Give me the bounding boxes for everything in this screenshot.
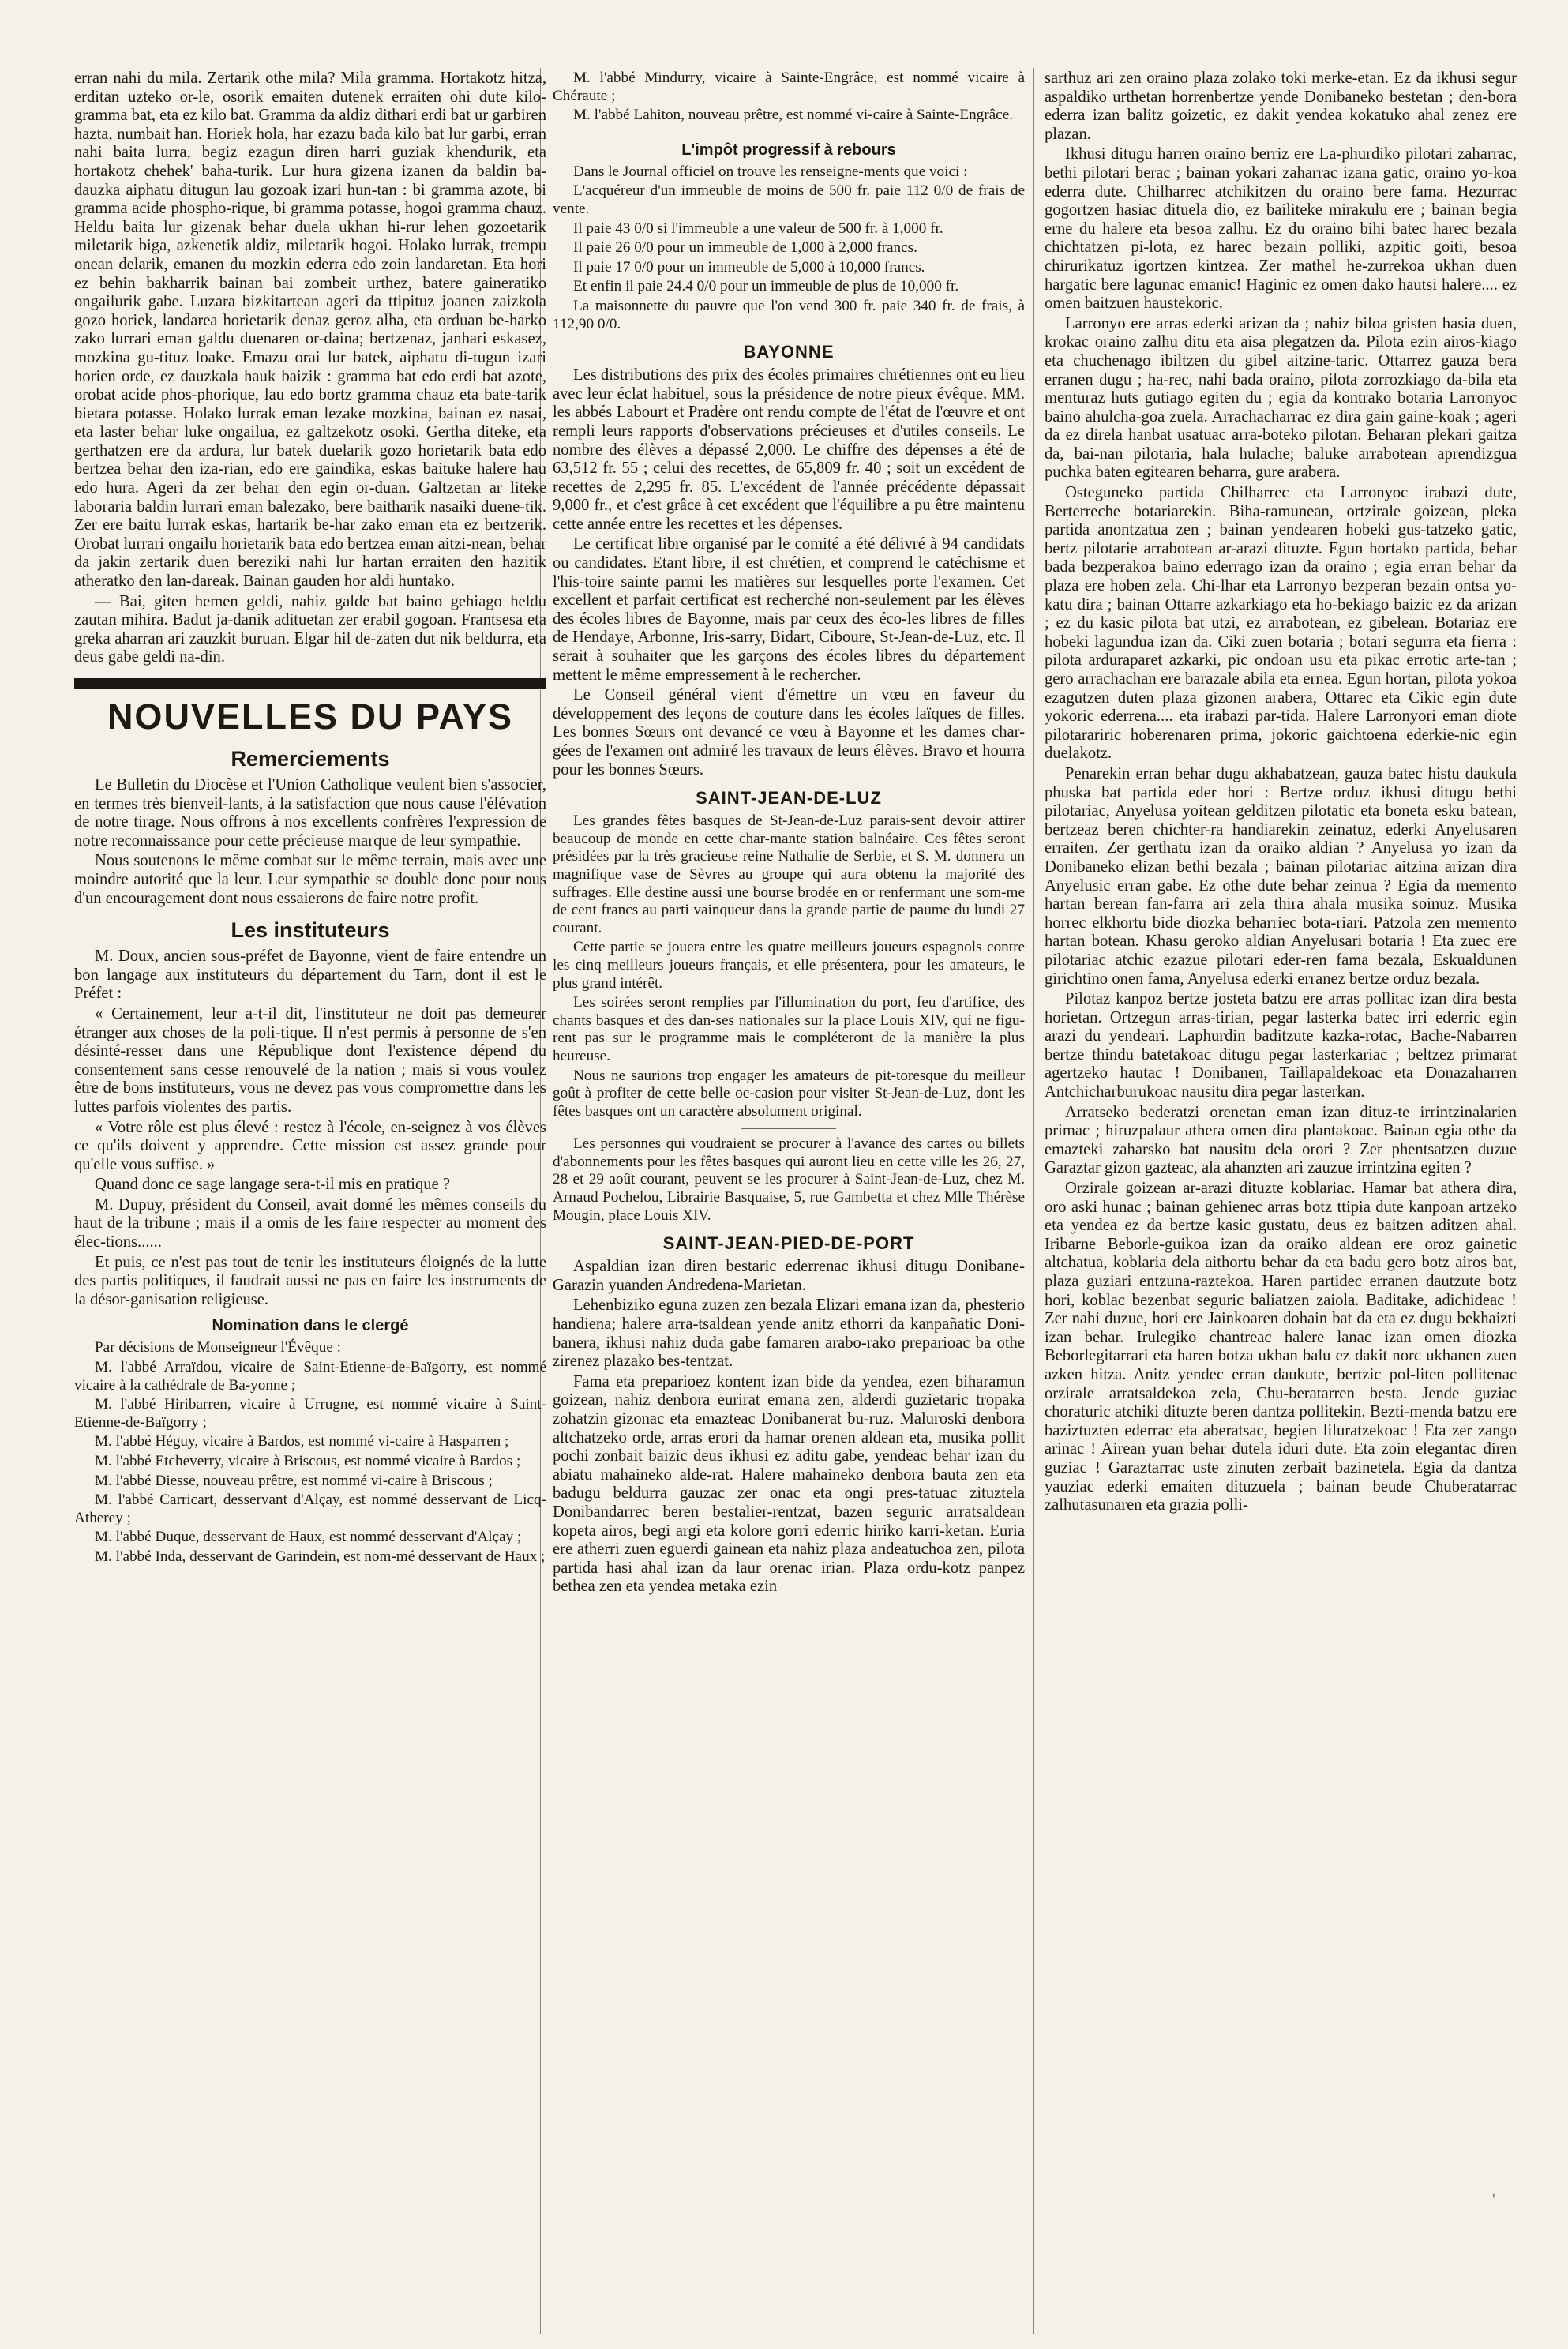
article-heading: Nomination dans le clergé: [212, 1317, 409, 1335]
paragraph: Osteguneko partida Chilharrec eta Larronyoc irabazi dute, Berterreche botariarekin. Biha-ramunean, ortzirale goizean, pleka partida anontzatua zen ; bainan yendearen hobeki gus-tatzeko gatic, bertz pilotarie arrabotean ar-arazi dituzte. Egun hortako partida, behar bada bezperakoa baino ederrago izan da oraino ; egia erran behar da plaza ere hoben zela. Chi-lhar eta Larronyo bezperan bezain ontsa yo-katu dira ; bainan Ottarre azkarkiago eta ho-bekiago baizic ez da arizan ; ez du kasic pilota bat utzi, ez arrabotean, ez gibelean. Botariaz ere hobeki lagundua izan da. Ciki zuen botaria ; botari segurra eta fierra : pilota arduraparet azkarki, pic ondoan usu eta pikac errotic arte-tan ; gero arrachachan ere barazale abila eta ernea. Egun hortan, pilota yokoa ezagutzen duten plaza gizonen arabera, Ottarec eta Cikic egin dute yokoric ederrena.... eta irabazi par-tida. Halere Larronyori eman diote pilotarariric hoberenaren prima, jokoric gaichtoena ederkie-nic egin duelakotz.: [1045, 484, 1517, 763]
paragraph: « Certainement, leur a-t-il dit, l'instituteur ne doit pas demeurer étranger aux choses de la poli-tique. Il n'est permis à personne de s'en désinté-resser dans une République dont l'existence dépend du consentement sans cesse renouvelé de la nation ; mais si vous voulez être de bons instituteurs, vous ne devez pas vous compromettre dans les luttes parfois violentes des partis.: [74, 1004, 546, 1116]
paragraph: Nous soutenons le même combat sur le même terrain, mais avec une moindre autorité que la leur. Leur sympathie se double donc pour nous d'un encouragement dont nous essaierons de faire notre profit.: [74, 852, 546, 907]
paragraph: M. l'abbé Lahiton, nouveau prêtre, est nommé vi-caire à Sainte-Engrâce.: [573, 107, 1014, 124]
paragraph: Il paie 43 0/0 si l'immeuble a une valeur de 500 fr. à 1,000 fr.: [573, 220, 943, 237]
paragraph: Cette partie se jouera entre les quatre meilleurs joueurs espagnols contre les cinq meilleurs joueurs français, et elle présentera, pour les amateurs, le plus grand intérêt.: [553, 939, 1025, 992]
paragraph: Les soirées seront remplies par l'illumination du port, feu d'artifice, des chants basques et des dan-ses nationales sur la place Louis XIV, qui ne figu-rent pas sur le programme mais le compléteront de la manière la plus heureuse.: [553, 994, 1025, 1064]
paragraph: Pilotaz kanpoz bertze josteta batzu ere arras pollitac izan dira besta horietan. Ortzegun arras-tirian, pegar lasterka batec irri ederric egin arazi du yendeari. Laphurdin baditzute kazka-rotac, Bache-Nabarren bertze thindu batetakoac ditugu pegar lasterkariac ; beltzez primarat agertzeko hautac ! Donibanen, Taillapaldekoac eta Donazaharren Antchicharburukoac nausitu dira pegar lasterkan.: [1045, 990, 1517, 1101]
paragraph: M. l'abbé Carricart, desservant d'Alçay, est nommé desservant de Licq-Atherey ;: [74, 1492, 546, 1526]
column-3: [1045, 69, 1517, 2328]
article-heading: Remerciements: [231, 747, 390, 771]
paragraph: Nous ne saurions trop engager les amateurs de pit-toresque du meilleur goût à profiter de cette belle oc-casion pour visiter St-Jean-de-Luz, dont les fêtes basques ont un caractère absolument original.: [553, 1067, 1025, 1120]
paragraph: M. l'abbé Etcheverry, vicaire à Briscous, est nommé vicaire à Bardos ;: [95, 1453, 521, 1469]
section-rule: [74, 678, 546, 689]
paragraph: Les distributions des prix des écoles primaires chrétiennes ont eu lieu avec leur éclat habituel, sous la présidence de notre pieux évêque. MM. les abbés Labourt et Pradère ont rendu compte de l'état de l'œuvre et ont rempli leurs rapports d'observations précieuses et d'utiles conseils. Le nombre des élèves a dépassé 2,000. Le chiffre des dépenses a été de 63,512 fr. 55 ; celui des recettes, de 65,809 fr. 40 ; soit un excédent de recettes de 2,295 fr. 85. L'excédent de l'année précédente dépassait 9,000 fr., et c'est grâce à cet excédent que l'équilibre a pu être maintenu cette année entre les recettes et les dépenses.: [553, 366, 1025, 533]
paragraph: Aspaldian izan diren bestaric ederrenac ikhusi ditugu Donibane-Garazin yuanden Andredena-Marietan.: [553, 1258, 1025, 1294]
paragraph: Les personnes qui voudraient se procurer à l'avance des cartes ou billets d'abonnements pour les fêtes basques qui auront lieu en cette ville les 26, 27, 28 et 29 août courant, peuvent se les procurer à Saint-Jean-de-Luz, chez M. Arnaud Pochelou, Librairie Basquaise, 5, rue Gambetta et chez Mlle Thérèse Mougin, place Louis XIV.: [553, 1135, 1025, 1224]
article-heading: Les instituteurs: [231, 918, 390, 943]
article-heading: SAINT-JEAN-DE-LUZ: [696, 788, 882, 809]
paragraph: M. l'abbé Hiribarren, vicaire à Urrugne, est nommé vicaire à Saint-Etienne-de-Baïgorry ;: [74, 1396, 546, 1431]
paragraph: Penarekin erran behar dugu akhabatzean, gauza batec histu daukula phuska bat partida eder hori : Bertze orduz ikhusi ditugu bethi pilotariac, Anyelusa yoitean gelditzen pilotatic eta boneta esku batean, bertzeaz beren chichter-ra handiarekin zeinatuz, ederki Anyelusaren erraiten. Zer gerthatu izan da oraiko aldian ? Anyelusa yo izan da Donibaneko elizan bethi bezala ; bainan pilotariac aitzina arizan dira Anyelusic erran gabe. Ez othe dute behar zeinua ? Egia da memento hartan berean fan-farra ari zela thira ahala musika soinuz. Musika horrec elkhortu bide diozka beharriec bota-riari. Patzola zen memento hartan botean. Khasu geroko aldian Anyelusari botaria ! Eta zuec ere pilotariac atchic ezazue pilotari eder-ren fama bezala, Eskualdunen girichtino onen fama, Anyelusa ederki erranez bertze orduz bezala.: [1045, 764, 1517, 988]
paragraph: erran nahi du mila. Zertarik othe mila? Mila gramma. Hortakotz hitza, erditan uzteko or-le, osorik emaiten dutenek erraiten ohi dute kilo-gramma bat, eta ez kilo bat. Gramma da aldiz dithari erdi bat ur garbiren hazta, numbait han. Horiek hola, har ezazu bada kilo bat lur garbi, erran nahi baita lurra, begiz ezagun diren harri guziak khendurik, eta hortakotz chehek' baha-turik. Lur hura gizena izanen da baldin ba-dauzka aiphatu ditugun lau gozoak izari hun-tan : bi gramma azote, bi gramma acide phospho-rique, bi gramma potasse, hogoi gramma chauz. Heldu baita lur gizenak behar duela ukhan hi-rur lehen gozoetarik miletarik biga, azkenetik aldiz, miletarik hogoi. Holako lurrak, trempu onean delarik, emanen du mozkin ederra edo zoin landaretan. Eta hori ez behin bakharrik bainan bai zombeit urthez, batere gaineratiko ongailurik gabe. Luzara bizkitartean ageri da ttipituz joanen zaizkola gozo horiek, landarea horietarik denaz geroz alha, eta orduan be-harko zako lurrari eman galdu duenaren or-daina; bertzenaz, janhari eskasez, mozkina gu-tituz loake. Emazu orai lur batek, aiphatu di-tugun izari horien orde, ez dauzkala hauk baizik : gramma bat edo erdi bat azote, orobat acide phos-phorique, lau edo bortz gramma chauz eta bate-tarik bietara potasse. Holako lurrak eman lezake mozkina, bainan ez nasai, eta laster behar luke ongailua, ez galtzekotz osoki. Gertha diteke, eta gerthatzen ere da ardura, lur batek duelarik gozo horietarik bata edo bertzea behar den iza-rian, edo ere gaindika, eskas baituke halere hau edo hura. Ageri da zer behar den egin or-duan. Galtzetan ar liteke laboraria baldin lurrari eman balezako, bere baitharik nasaiki duene-tik. Zer ere baitu lurrak eskas, hartarik be-har zako eman eta ez bertzerik. Orobat lurrari ongailu horietarik bata edo bertzea eman aitzi-nean, behar da jakin zertarik duen bereziki nahi lur hartan erraiten den hazitik atheratko den lan-dareak. Bainan gauden hor aldi huntako.: [74, 69, 546, 591]
paragraph: Orzirale goizean ar-arazi dituzte koblariac. Hamar bat athera dira, oro aski hunac ; bainan gehienec arras botz ttipia dute kanpoan artzeko eta yendea ez da bertze kasic gustatu, deus ez baitzen aditzen ahal. Iribarne Beborle-guikoa izan da oraiko aldean ere oroz gainetic altchatua, koblaria dela aithortu behar da eta badu gero botz airos bat, plaza guziari entzuna-raztekoa. Haren partidec erranen dautzute botz hori, koblac bezenbat seguric baliatzen zaiola. Baditake, adichideac ! Zer nahi duzue, hori ere Jainkoaren dohain bat da eta ez dugu bekhaizti izan behar. Irulegiko chantreac halere lanac izan omen diozka Beborlegitarrari eta haren botza ukhan balu ez dakit norc ukhanen zuen azken hitza. Anitz yendec erran daukute, bertzic pol-liten pollitenac orzirale arratsaldekoa zela, Chu-beratarren besta. Jende guziac choraturic atchiki dituzte beren dantza pollitekin. Bezti-menda batzu ere baziztuzten ederrac eta aberatsac, begien liluratzekoac ! Eta zer zango arinac ! Airean yuan behar dutela iduri dute. Eta zoin elegantac diren guziac ! Garaztarrac uste zinuten zerbait bazinetela. Egia da dantza yauziac ederki emaiten dituzuela ; bainan beude Chuberatarrac zalhutasunaren eta grazia polli-: [1045, 1180, 1517, 1514]
paragraph: sarthuz ari zen oraino plaza zolako toki merke-etan. Ez da ikhusi segur aspaldiko urthetan horrenbertze yende Donibaneko bestetan ; den-bora ederra izan balitz goizetic, ez dakit yendea kokatuko ahal zenez ere plazan.: [1045, 69, 1517, 143]
paragraph: Arratseko bederatzi orenetan eman izan dituz-te irrintzinalarien primac ; hiruzpalaur athera omen dira plantakoac. Bainan egia othe da emazteki zaharsko bat nausitu dela orori ? Zer phentsatzen duzue Garaztar gizon gazteac, ala ahanzten ari zauzue irrintzina egiten ?: [1045, 1103, 1517, 1177]
column-2: [553, 69, 1025, 2328]
paragraph: M. l'abbé Diesse, nouveau prêtre, est nommé vi-caire à Briscous ;: [95, 1472, 493, 1489]
divider: [741, 1128, 836, 1129]
article-heading: BAYONNE: [743, 342, 835, 362]
paragraph: M. Dupuy, président du Conseil, avait donné les mêmes conseils du haut de la tribune ; mais il a omis de les faire respecter au moment des élec-tions......: [74, 1195, 546, 1251]
paragraph: Et puis, ce n'est pas tout de tenir les instituteurs éloignés de la lutte des partis politiques, il faudrait aussi ne pas en faire les instruments de la désor-ganisation religieuse.: [74, 1253, 546, 1308]
margin-mark: ': [1492, 2191, 1495, 2208]
paragraph: M. l'abbé Mindurry, vicaire à Sainte-Engrâce, est nommé vicaire à Chéraute ;: [553, 69, 1025, 104]
paragraph: Dans le Journal officiel on trouve les renseigne-ments que voici :: [573, 163, 968, 180]
article-heading: SAINT-JEAN-PIED-DE-PORT: [662, 1233, 915, 1254]
paragraph: M. l'abbé Arraïdou, vicaire de Saint-Etienne-de-Baïgorry, est nommé vicaire à la cathédrale de Ba-yonne ;: [74, 1359, 546, 1394]
paragraph: M. l'abbé Duque, desservant de Haux, est nommé desservant d'Alçay ;: [95, 1529, 522, 1546]
paragraph: Ikhusi ditugu harren oraino berriz ere La-phurdiko pilotari zaharrac, bethi pilotari berac ; bainan yokari zaharrac izana gatic, oraino yo-koa ederra dute. Chilharrec atchikitzen du oraino bere fama. Hezurrac gogortzen hasiac dituela dio, ez bailiteke mirakulu ere ; bainan begia erne du halere eta besoa zalhu. Ez du oraino bihi batec harec bezala chichtatzen pi-lota, ez harec bezain polliki, azpitic goiti, besoa chirurikatuz igortzen kintzea. Zer mathel he-zurrekoa ukhan duen hargatic bere lagunac emanic! Haginic ez omen dako hautsi halere.... ez omen baitzuen haustekoric.: [1045, 145, 1517, 313]
paragraph: Le Bulletin du Diocèse et l'Union Catholique veulent bien s'associer, en termes très bienveil-lants, à la satisfaction que nous cause l'élévation de notre tirage. Nous offrons à nos excellents confrères l'expression de notre reconnaissance pour cette précieuse marque de leur sympathie.: [74, 776, 546, 850]
paragraph: Le Conseil général vient d'émettre un vœu en faveur du développement des leçons de couture dans les écoles laïques de filles. Les bonnes Sœurs ont devancé ce vœu à Bayonne et les dames char-gées de l'examen ont admiré les travaux de leurs élèves. Bravo et hourra pour les bonnes Sœurs.: [553, 686, 1025, 779]
paragraph: Il paie 17 0/0 pour un immeuble de 5,000 à 10,000 francs.: [573, 258, 925, 276]
paragraph: M. l'abbé Héguy, vicaire à Bardos, est nommé vi-caire à Hasparren ;: [95, 1433, 509, 1450]
paragraph: Il paie 26 0/0 pour un immeuble de 1,000 à 2,000 francs.: [573, 239, 917, 257]
paragraph: Par décisions de Monseigneur l'Évêque :: [95, 1339, 341, 1356]
section-heading: NOUVELLES DU PAYS: [107, 696, 514, 737]
paragraph: Fama eta preparioez kontent izan bide da yendea, ezen biharamun goizean, nahiz denbora eurirat emana zen, alderdi guzietaric tropaka zohatzin gizonac eta emazteac Donibanerat bu-ruz. Maluroski denbora altchatzeko orde, arras erori da hamar orenen aldean eta, musika pollit pochi zonbait baizic deus ikhusi ez aditu gabe, yendeac behar izan du abiatu mahaineko alde-rat. Halere mahaineko denbora bauta zen eta badugu beldurra gauzac zer onac eta ongi pres-tatuac zituztela Donibandarrec beren bestalier-rentzat, bazen seguric arratsaldean kopeta airos, begi argi eta kolore gorri ederric hiriko karri-ketan. Euria ere atherri zuen eguerdi gainean eta nahiz plaza andeatuchoa zen, pilota partida hasi ahal izan da laur orenac irian. Plaza ordu-kotz panpez bethea zen eta yendea metaka ezin: [553, 1372, 1025, 1596]
paragraph: M. Doux, ancien sous-préfet de Bayonne, vient de faire entendre un bon langage aux instituteurs du département du Tarn, dont il est le Préfet :: [74, 947, 546, 1003]
paragraph: Quand donc ce sage langage sera-t-il mis en pratique ?: [95, 1176, 451, 1194]
paragraph: Et enfin il paie 24.4 0/0 pour un immeuble de plus de 10,000 fr.: [573, 278, 959, 295]
paragraph: M. l'abbé Inda, desservant de Garindein, est nom-mé desservant de Haux ;: [95, 1548, 546, 1565]
paragraph: Lehenbiziko eguna zuzen zen bezala Elizari emana izan da, phesterio handiena; halere arra-tsaldean yende anitz ethorri da kanpañatic Doni-banera, ikhusi nahiz duda gabe famaren arabo-rako preparioac ba othe zirenez plazako bes-tentzat.: [553, 1296, 1025, 1371]
column-rule: [1033, 68, 1034, 2334]
article-heading: L'impôt progressif à rebours: [681, 141, 896, 159]
paragraph: Larronyo ere arras ederki arizan da ; nahiz biloa gristen hasia duen, krokac oraino zalhu ditu eta aisa plegatzen da. Pilota ezin airos-kiago eta chuchenago ibiltzen du gibel aitzine-taric. Ottarrez gauza bera erranen dugu ; ha-rec, nahi bada oraino, pilota zorrozkiago da-bila eta menturaz huts gutiago egiten du ; egia da kontrako botaria Larronyoc baino ahulcha-goa zuela. Arrachacharrac ez dira gain gaine-koak ; ageri da ez direla hanbat usatuac arra-boteko pilotan. Beharan plekari gaitza da, bai-nan pilotaria, hala hulache; baluke arrabotean aprendizgua puchka baten egitearen beharra, gure arabera.: [1045, 314, 1517, 482]
paragraph: L'acquéreur d'un immeuble de moins de 500 fr. paie 112 0/0 de frais de vente.: [553, 182, 1025, 217]
paragraph: — Bai, giten hemen geldi, nahiz galde bat baino gehiago heldu zautan mihira. Badut ja-danik adituetan zer erabil gogoan. Frantsesa eta greka aharran ari zauzkit buruan. Elgar hil de-zaten dut nik beldurra, eta deus gabe geldi na-din.: [74, 592, 546, 666]
column-1: [74, 69, 546, 2328]
paragraph: Le certificat libre organisé par le comité a été délivré à 94 candidats ou candidates. Etant libre, il est chrétien, et comprend le catéchisme et l'his-toire sainte parmi les matières sur lesquelles porte l'examen. Cet excellent et parfait certificat est recherché non-seulement par les élèves des écoles libres de Bayonne, mais par ceux des éco-les libres de filles de Hendaye, Arbonne, Iris-sarry, Bidart, Ciboure, St-Jean-de-Luz, etc. Il serait à souhaiter que les garçons des écoles libres du département mettent le même empressement à le rechercher.: [553, 535, 1025, 684]
paragraph: Les grandes fêtes basques de St-Jean-de-Luz parais-sent devoir attirer beaucoup de monde en cette char-mante station balnéaire. Ces fêtes seront présidées par la très gracieuse reine Nathalie de Serbie, et S. M. donnera un magnifique vase de Sèvres au groupe qui aura obtenu la majorité des suffrages. Elle destine aussi une bourse brodée en or renfermant une som-me de cent francs au parti vainqueur dans la grande partie de paume du lundi 27 courant.: [553, 812, 1025, 936]
paragraph: La maisonnette du pauvre que l'on vend 300 fr. paie 340 fr. de frais, à 112,90 0/0.: [553, 297, 1025, 332]
paragraph: « Votre rôle est plus élevé : restez à l'école, en-seignez à vos élèves ce qu'ils doivent y apprendre. Cette mission est assez grande pour qu'elle vous suffise. »: [74, 1118, 546, 1173]
